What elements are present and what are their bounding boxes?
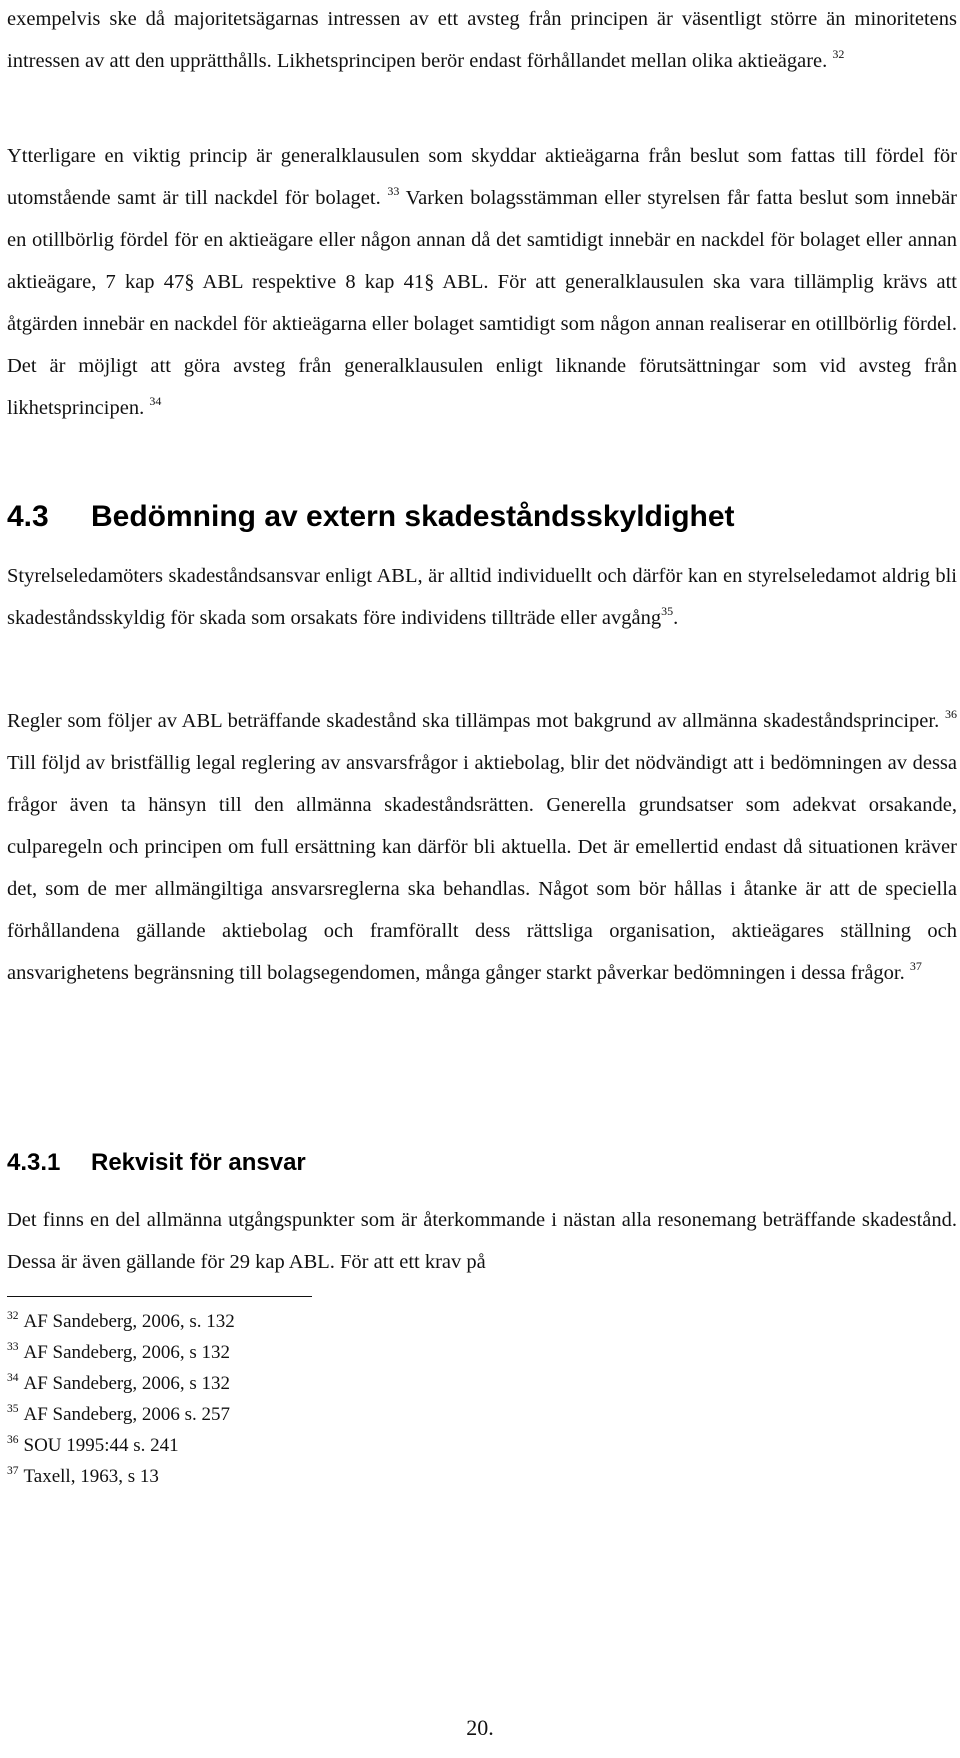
paragraph-skadestandsprinciper <box>7 700 957 994</box>
section-title: Bedömning av extern skadeståndsskyldighet <box>91 500 735 533</box>
footnote-number: 35 <box>7 1403 19 1415</box>
section-heading-4-3 <box>7 500 735 534</box>
paragraph-text: Det finns en del allmänna utgångspunkter som är återkommande i nästan alla resonemang beträffande skadestånd. Dessa är även gällande för 29 kap ABL. För att ett krav på <box>7 1209 957 1273</box>
section-title: Rekvisit för ansvar <box>91 1149 306 1176</box>
footnote-text: AF Sandeberg, 2006, s. 132 <box>23 1311 235 1332</box>
footnote-text: AF Sandeberg, 2006, s 132 <box>23 1342 231 1363</box>
footnote-ref[interactable]: 36 <box>945 707 958 721</box>
footnote-text: Taxell, 1963, s 13 <box>23 1466 159 1487</box>
page-number: 20. <box>466 1715 494 1740</box>
footnote-text: AF Sandeberg, 2006 s. 257 <box>23 1404 231 1425</box>
footnote-item <box>7 1430 235 1461</box>
footnote-number: 34 <box>7 1372 19 1384</box>
paragraph-text: Till följd av bristfällig legal reglering av ansvarsfrågor i aktiebolag, blir det nödvändigt att i bedömningen av dessa frågor även ta hänsyn till den allmänna skadeståndsrätten. Generella grundsatser som adekvat orsakande, culparegeln och principen om full ersättning kan därför bli aktuella. Det är emellertid endast då situationen kräver det, som de mer allmängiltiga ansvarsreglerna ska behandlas. Något som bör hållas i åtanke är att de speciella förhållandena gällande aktiebolag och framförallt dess rättsliga organisation, aktieägares ställning och ansvarighetens begränsning till bolagsegendomen, många gånger starkt påverkar bedömningen i dessa frågor. <box>7 752 957 984</box>
footnote-number: 36 <box>7 1434 19 1446</box>
paragraph-rekvisit <box>7 1199 957 1283</box>
footnote-number: 33 <box>7 1341 19 1353</box>
footnote-number: 32 <box>7 1310 19 1322</box>
footnote-ref[interactable]: 35 <box>661 604 674 618</box>
paragraph-likhetsprincipen <box>7 0 957 82</box>
paragraph-text: . <box>673 607 679 629</box>
paragraph-generalklausulen <box>7 135 957 429</box>
footnote-number: 37 <box>7 1465 19 1477</box>
paragraph-text: exempelvis ske då majoritetsägarnas intressen av ett avsteg från principen är väsentligt större än minoritetens intressen av att den upprätthålls. Likhetsprincipen berör endast förhållandet mellan olika aktieägare. <box>7 8 957 72</box>
section-number: 4.3.1 <box>7 1149 61 1176</box>
paragraph-text: Styrelseledamöters skadeståndsansvar enligt ABL, är alltid individuellt och därför kan en styrelseledamot aldrig bli skadeståndsskyldig för skada som orsakats före individens tillträde eller avgång <box>7 565 957 629</box>
section-heading-4-3-1 <box>7 1149 306 1177</box>
footnote-item <box>7 1461 235 1492</box>
paragraph-text: Regler som följer av ABL beträffande skadestånd ska tillämpas mot bakgrund av allmänna skadeståndsprinciper. <box>7 710 940 732</box>
paragraph-text: Varken bolagsstämman eller styrelsen får fatta beslut som innebär en otillbörlig fördel för en aktieägare eller någon annan då det samtidigt innebär en nackdel för bolaget eller annan aktieägare, 7 kap 47§ ABL respektive 8 kap 41§ ABL. För att generalklausulen ska vara tillämplig krävs att åtgärden innebär en nackdel för aktieägarna eller bolaget samtidigt som någon annan realiserar en otillbörlig fördel. Det är möjligt att göra avsteg från generalklausulen enligt liknande förutsättningar som vid avsteg från likhetsprincipen. <box>7 187 957 419</box>
section-number: 4.3 <box>7 500 49 533</box>
paragraph-skadestandsansvar <box>7 555 957 639</box>
footnote-divider <box>7 1296 312 1297</box>
footnote-item <box>7 1368 235 1399</box>
footnote-ref[interactable]: 32 <box>832 47 845 61</box>
footnote-text: SOU 1995:44 s. 241 <box>23 1435 179 1456</box>
footnote-ref[interactable]: 33 <box>387 184 400 198</box>
footnote-item <box>7 1399 235 1430</box>
footnote-item <box>7 1337 235 1368</box>
footnote-text: AF Sandeberg, 2006, s 132 <box>23 1373 231 1394</box>
footnote-item <box>7 1306 235 1337</box>
footnote-ref[interactable]: 37 <box>909 959 922 973</box>
footnote-ref[interactable]: 34 <box>149 394 162 408</box>
footnote-list <box>7 1306 235 1492</box>
paragraph-text: Ytterligare en viktig princip är generalklausulen som skyddar aktieägarna från beslut som fattas till fördel för utomstående samt är till nackdel för bolaget. <box>7 145 957 209</box>
